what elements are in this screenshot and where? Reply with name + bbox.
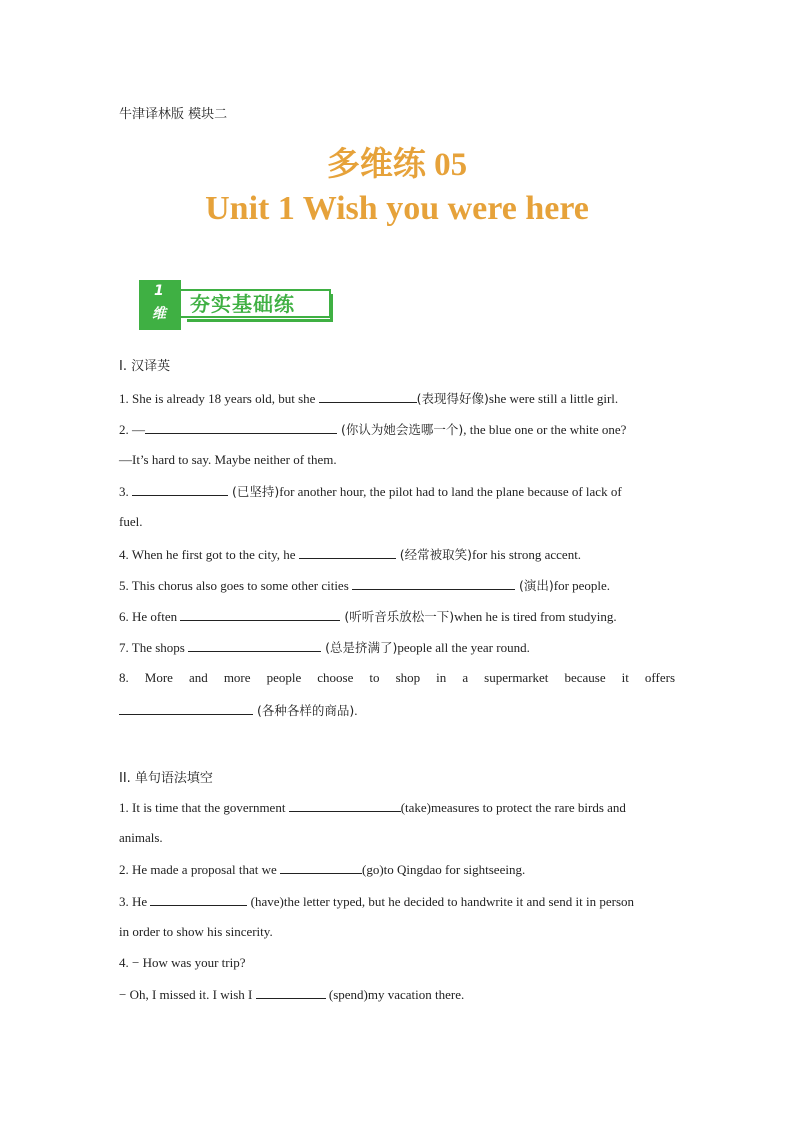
- exercise-line: 2. He made a proposal that we (go)to Qingdao for sightseeing.: [119, 862, 526, 877]
- answer-blank[interactable]: [280, 861, 362, 874]
- answer-blank[interactable]: [188, 639, 321, 652]
- exercise-line: 6. He often (听听音乐放松一下)when he is tired from studying.: [119, 609, 617, 624]
- section-2-title: II. 单句语法填空: [119, 771, 213, 786]
- answer-blank[interactable]: [352, 577, 515, 590]
- exercise-line: animals.: [119, 830, 163, 845]
- exercise-line: 4. − How was your trip?: [119, 955, 246, 970]
- section-1-title: I. 汉译英: [119, 359, 171, 374]
- exercise-line: 1. She is already 18 years old, but she (表现得好像)she were still a little girl.: [119, 391, 619, 406]
- answer-blank[interactable]: [132, 483, 228, 496]
- exercise-line: 2. — (你认为她会选哪一个), the blue one or the white one?: [119, 422, 627, 437]
- answer-blank[interactable]: [256, 986, 326, 999]
- banner-number-block: [139, 280, 181, 330]
- exercise-line: in order to show his sincerity.: [119, 924, 273, 939]
- exercise-line: —It’s hard to say. Maybe neither of them.: [119, 452, 337, 467]
- exercise-line: 7. The shops (总是挤满了)people all the year round.: [119, 640, 530, 655]
- banner-label: 夯实基础练: [190, 292, 295, 316]
- exercise-line: 3. He (have)the letter typed, but he decided to handwrite it and send it in person: [119, 894, 635, 909]
- exercise-line: 1. It is time that the government (take)measures to protect the rare birds and: [119, 800, 626, 815]
- exercise-line: 5. This chorus also goes to some other cities (演出)for people.: [119, 578, 611, 593]
- answer-blank[interactable]: [319, 390, 417, 403]
- banner-number: 1: [154, 283, 164, 299]
- exercise-line: fuel.: [119, 514, 143, 529]
- series-label: 牛津译林版 模块二: [119, 107, 228, 122]
- exercise-line: 4. When he first got to the city, he (经常被取笑)for his strong accent.: [119, 547, 582, 562]
- banner-number-unit: 维: [152, 306, 166, 322]
- unit-title: Unit 1 Wish you were here: [205, 190, 589, 227]
- section-banner: [139, 280, 335, 330]
- exercise-line: (各种各样的商品).: [119, 702, 675, 719]
- exercise-line: − Oh, I missed it. I wish I (spend)my vacation there.: [119, 987, 465, 1002]
- page-title: 多维练 05: [326, 147, 468, 183]
- answer-blank[interactable]: [150, 893, 247, 906]
- answer-blank[interactable]: [299, 546, 396, 559]
- answer-blank[interactable]: [289, 799, 401, 812]
- answer-blank[interactable]: [119, 702, 253, 715]
- answer-blank[interactable]: [145, 421, 337, 434]
- exercise-line: 3. (已坚持)for another hour, the pilot had to land the plane because of lack of: [119, 484, 622, 499]
- exercise-line: 8. More and more people choose to shop in a supermarket because it offers: [119, 670, 675, 685]
- answer-blank[interactable]: [180, 608, 340, 621]
